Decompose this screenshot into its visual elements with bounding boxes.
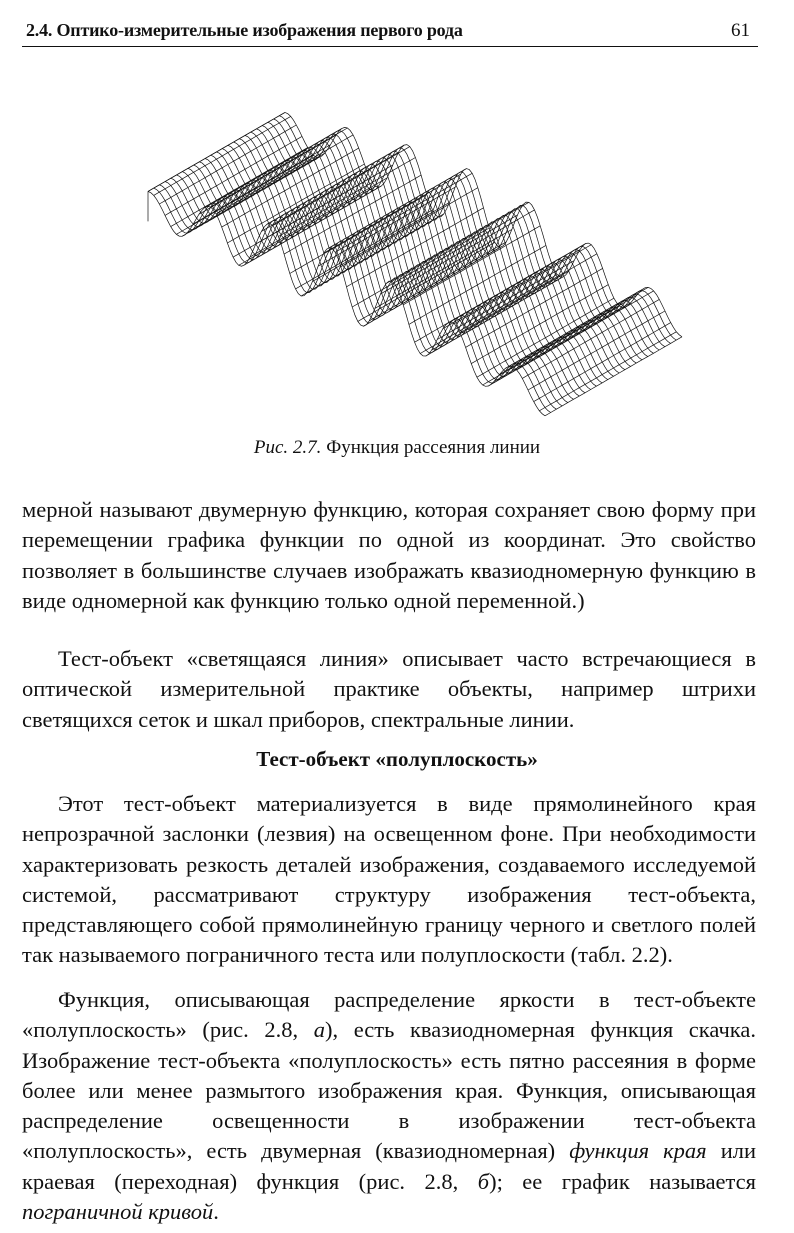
mesh-line (165, 182, 562, 406)
text-run: . (213, 1199, 219, 1225)
mesh-line (199, 162, 596, 386)
mesh-line (148, 191, 545, 415)
mesh-line (211, 155, 608, 379)
figure-caption (0, 437, 794, 459)
mesh-line (159, 185, 556, 409)
paragraph-text: Тест-объект «светящаяся линия» описывает часто встречающиеся в оптической измерительной практике объекты, например штрихи светящихся сеток и шкал приборов, спектральные линии. (22, 646, 756, 732)
paragraph-text: Этот тест-объект материализуется в виде прямолинейного края непрозрачной заслонки (лезвия) на освещенном фоне. При необходимости характеризовать резкость деталей изображения, создаваемого исследуемой системой, рассматривают структуру изображения тест-объекта, представляющего собой прямолинейную границу черного и светлого полей так называемого пограничного теста или полуплоскости (табл. 2.2). (22, 791, 756, 968)
wireframe-mesh (148, 112, 682, 415)
mesh-line (154, 188, 551, 412)
figure-label: Рис. 2.7. (253, 437, 322, 458)
paragraph-text: мерной называют двумерную функцию, которая сохраняет свою форму при перемещении графика функции по одной из координат. Это свойство позволяет в большинстве случаев изображать квазиодномерную функцию в виде одномерной как функцию только одной переменной.) (22, 497, 756, 613)
paragraph-continuation (22, 495, 756, 616)
text-run: или краевая (переходная) функция (рис. 2.8, (22, 1138, 757, 1194)
paragraph-text (22, 985, 756, 1227)
paragraph-edge-function (22, 985, 756, 1227)
text-run-italic: б (477, 1168, 490, 1194)
paragraph-half-plane (22, 789, 756, 971)
running-header (22, 14, 758, 47)
section-heading: Тест-объект «полуплоскость» (256, 747, 538, 771)
mesh-line (194, 165, 591, 389)
term-edge-function: функция края (569, 1138, 707, 1164)
paragraph-light-line (22, 644, 756, 735)
figure-line-spread-function (130, 70, 690, 430)
wireframe-surface-plot (130, 70, 690, 430)
mesh-line (205, 159, 602, 383)
mesh-line (177, 175, 574, 399)
figure-caption-text: Функция рассеяния линии (326, 437, 541, 458)
text-run: Функция, описывающая распределение яркости в тест-объекте «полуплоскость» (рис. 2.8, (22, 987, 756, 1043)
mesh-edge (148, 112, 285, 221)
page-number: 61 (731, 20, 750, 41)
text-run: ), есть квазиодномерная функция скачка. Изображение тест-объекта «полуплоскость» есть пятно рассеяния в форме более или менее размытого изображения края. Функция, описывающая распределение освещенности в изображении тест-объекта «полуплоскость», есть двумерная (квазиодномерная) (22, 1017, 756, 1164)
mesh-line (171, 178, 568, 402)
mesh-line (188, 168, 585, 392)
text-run-italic: а (313, 1017, 325, 1043)
term-edge-curve: пограничной кривой (22, 1199, 214, 1225)
running-title: 2.4. Оптико-измерительные изображения первого рода (26, 20, 463, 40)
text-run: ); ее график называется (489, 1168, 756, 1194)
